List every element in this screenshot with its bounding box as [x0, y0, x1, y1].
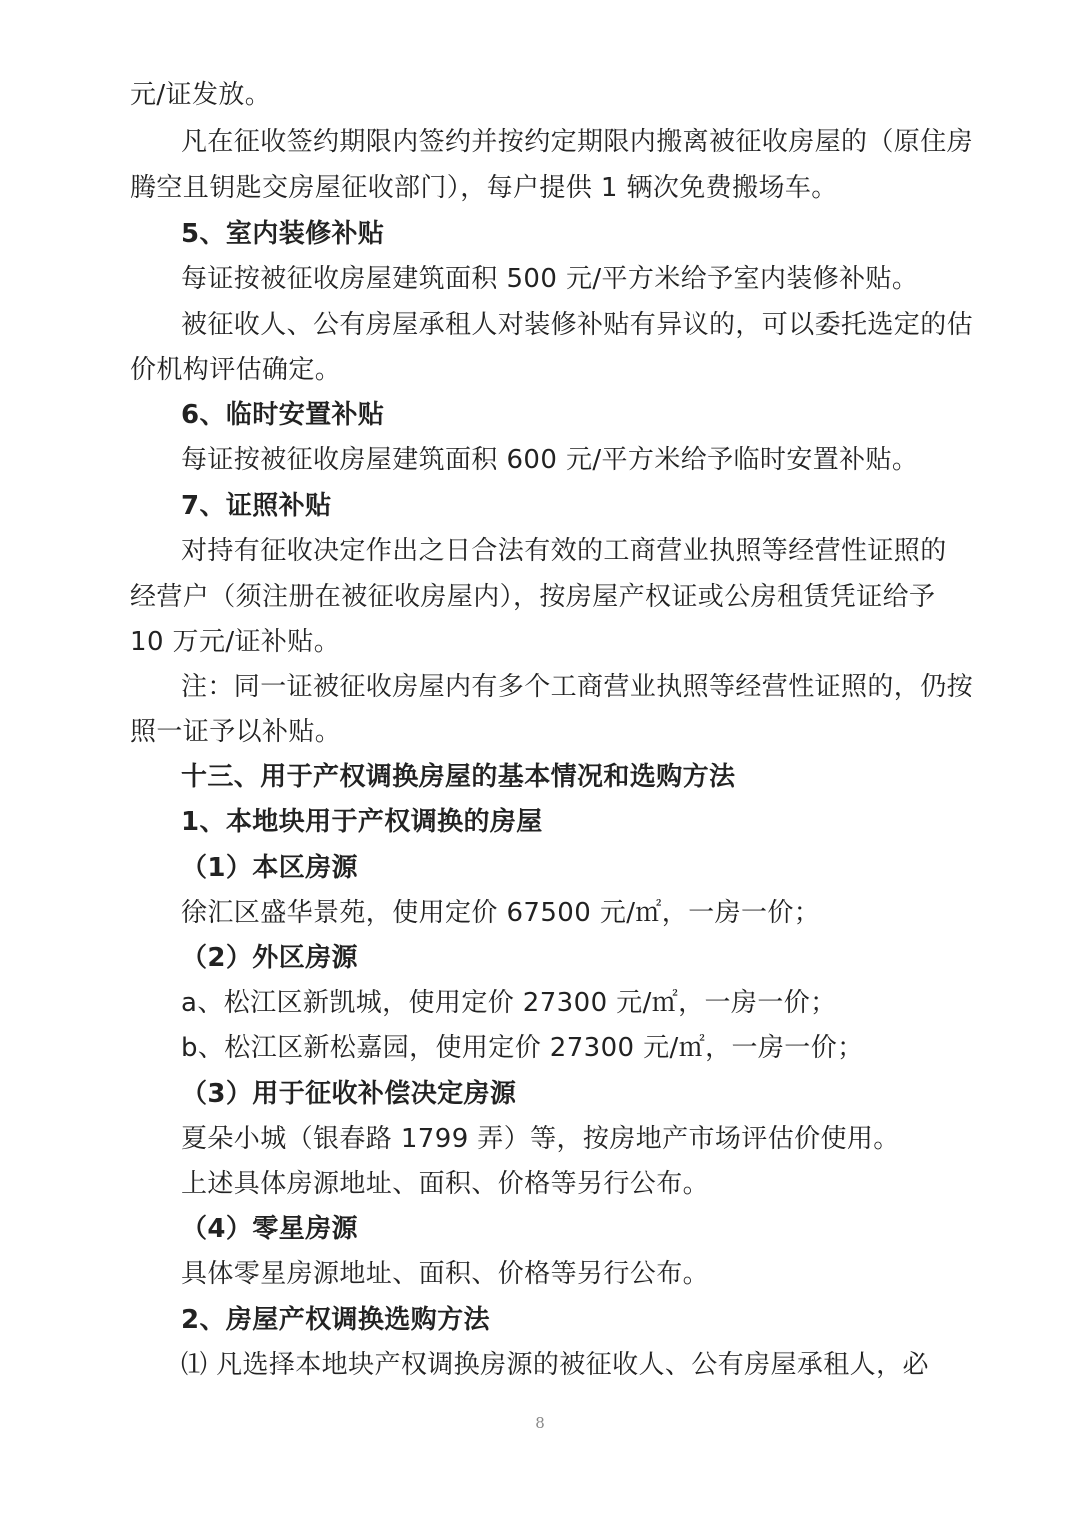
paragraph-line: ⑴ 凡选择本地块产权调换房源的被征收人、公有房屋承租人，必: [181, 1350, 929, 1380]
paragraph-line: 价机构评估确定。: [130, 355, 342, 385]
paragraph-line: a、松江区新凯城，使用定价 27300 元/㎡，一房一价；: [181, 988, 837, 1018]
paragraph-line: 腾空且钥匙交房屋征收部门），每户提供 1 辆次免费搬场车。: [130, 173, 838, 203]
paragraph-line: 被征收人、公有房屋承租人对装修补贴有异议的，可以委托选定的估: [181, 310, 974, 340]
paragraph-line: 具体零星房源地址、面积、价格等另行公布。: [181, 1259, 710, 1289]
section-heading: 7、证照补贴: [181, 491, 332, 521]
paragraph-line: 每证按被征收房屋建筑面积 500 元/平方米给予室内装修补贴。: [181, 264, 919, 294]
paragraph-line: 凡在征收签约期限内签约并按约定期限内搬离被征收房屋的（原住房: [181, 127, 974, 157]
paragraph-line: 注：同一证被征收房屋内有多个工商营业执照等经营性证照的，仍按: [181, 672, 974, 702]
paragraph-line: 10 万元/证补贴。: [130, 627, 341, 657]
section-heading: 1、本地块用于产权调换的房屋: [181, 807, 543, 837]
paragraph-line: 每证按被征收房屋建筑面积 600 元/平方米给予临时安置补贴。: [181, 445, 919, 475]
paragraph-line: 上述具体房源地址、面积、价格等另行公布。: [181, 1169, 710, 1199]
paragraph-line: 元/证发放。: [130, 80, 272, 110]
paragraph-line: b、松江区新松嘉园，使用定价 27300 元/㎡，一房一价；: [181, 1033, 864, 1063]
subsection-heading: （2）外区房源: [181, 943, 358, 973]
paragraph-line: 徐汇区盛华景苑，使用定价 67500 元/㎡，一房一价；: [181, 898, 821, 928]
page-number: 8: [535, 1414, 545, 1432]
paragraph-line: 对持有征收决定作出之日合法有效的工商营业执照等经营性证照的: [181, 536, 947, 566]
section-heading: 2、房屋产权调换选购方法: [181, 1305, 490, 1335]
paragraph-line: 经营户（须注册在被征收房屋内），按房屋产权证或公房租赁凭证给予: [130, 582, 936, 612]
section-heading: 6、临时安置补贴: [181, 400, 385, 430]
subsection-heading: （1）本区房源: [181, 853, 358, 883]
section-heading: 5、室内装修补贴: [181, 219, 385, 249]
paragraph-line: 夏朵小城（银春路 1799 弄）等，按房地产市场评估价使用。: [181, 1124, 900, 1154]
paragraph-line: 照一证予以补贴。: [130, 717, 342, 747]
subsection-heading: （3）用于征收补偿决定房源: [181, 1079, 517, 1109]
subsection-heading: （4）零星房源: [181, 1214, 358, 1244]
chapter-heading: 十三、用于产权调换房屋的基本情况和选购方法: [181, 762, 736, 792]
